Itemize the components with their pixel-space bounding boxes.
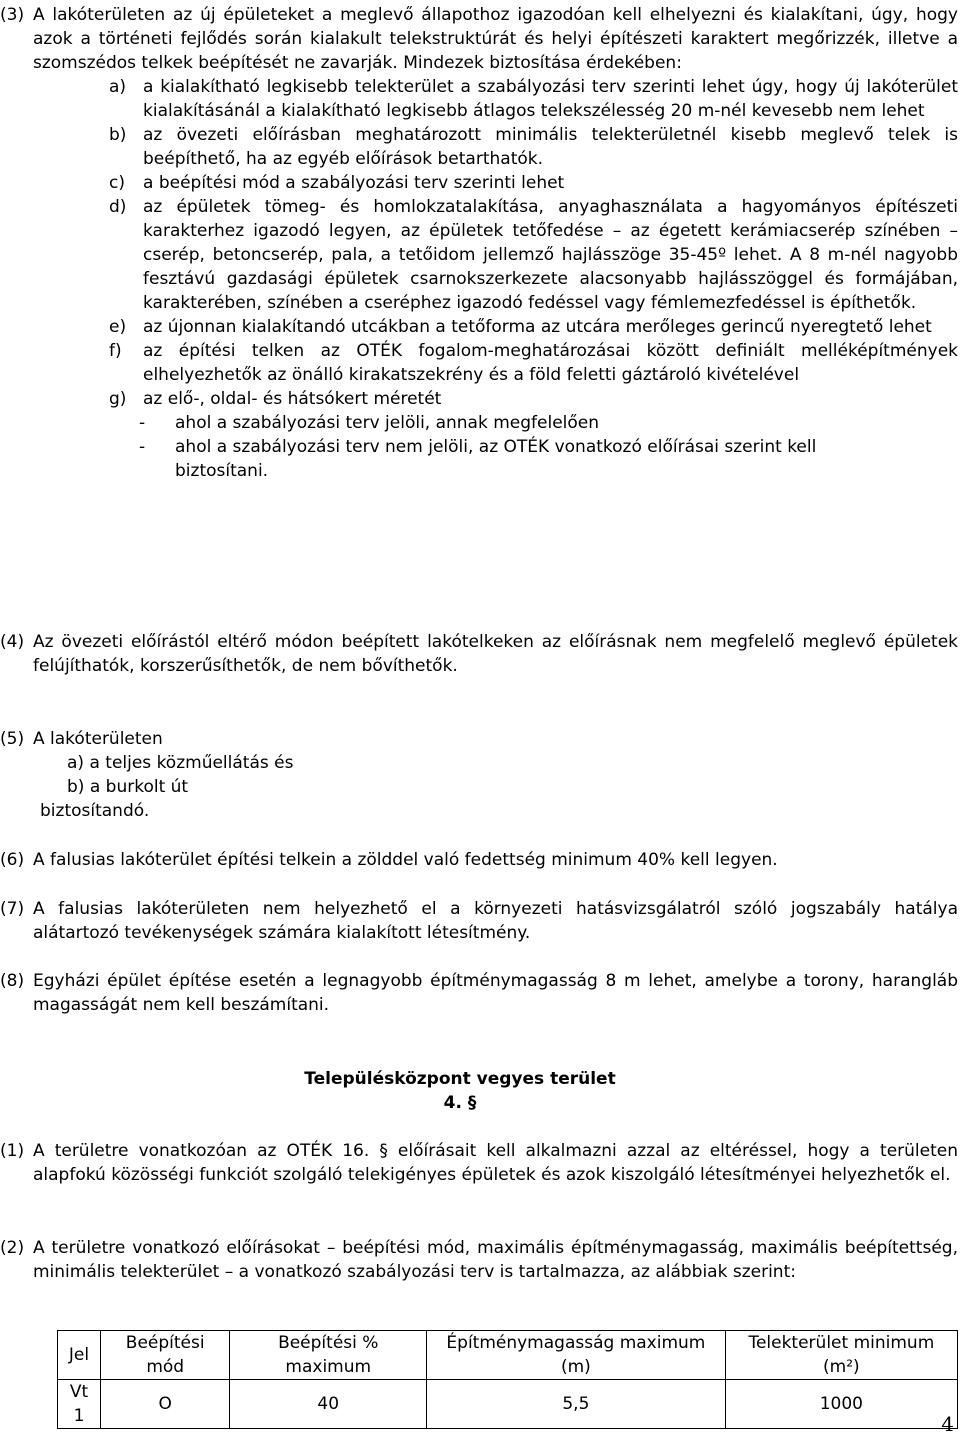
list-text: az újonnan kialakítandó utcákban a tetőforma az utcára merőleges gerincű nyeregtető lehet [143,317,932,337]
list-item [0,339,958,387]
table-header-cell: Beépítési % maximum [230,1331,427,1380]
table-row [58,1380,958,1429]
dash-mark: - [139,413,146,433]
section-title: Településközpont vegyes terület [304,1069,616,1089]
paragraph-number: (6) [0,850,25,870]
list-item [0,171,958,195]
table-cell: Vt 1 [58,1380,101,1429]
list-label: f) [109,341,122,361]
list-text: az építési telken az OTÉK fogalom-meghatározásai között definiált melléképítmények elhelyezhetők az önálló kirakatszekrény és a föld feletti gáztároló kivételével [143,341,958,385]
paragraph-5 [0,727,958,823]
list-item: b) a burkolt út [67,777,189,797]
paragraph-number: (7) [0,899,25,919]
list-label: c) [109,173,125,193]
table-cell: 1000 [725,1380,957,1429]
list-item [0,195,958,315]
list-label: d) [109,197,127,217]
dash-mark: - [139,437,146,457]
paragraph-number: (8) [0,971,25,991]
paragraph-3 [0,3,958,483]
list-label: g) [109,389,127,409]
dash-text: ahol a szabályozási terv jelöli, annak megfelelően [175,413,600,433]
section-paragraph-2 [0,1236,958,1284]
section-paragraph-1 [0,1139,958,1187]
list-label: b) [109,125,127,145]
paragraph-number: (5) [0,729,25,749]
list-item [0,123,958,171]
paragraph-8 [0,969,958,1017]
paragraph-number: (2) [0,1238,25,1258]
paragraph-7 [0,897,958,945]
list-item [0,315,958,339]
paragraph-text: Egyházi épület építése esetén a legnagyobb építménymagasság 8 m lehet, amelybe a torony, harangláb magasságát nem kell beszámítani. [33,971,958,1015]
paragraph-text: A falusias lakóterület építési telkein a zölddel való fedettség minimum 40% kell legyen. [33,850,778,870]
regulation-table [57,1330,958,1429]
list-item [0,75,958,123]
dash-item [0,411,958,435]
paragraph-number: (1) [0,1141,25,1161]
list-text: az épületek tömeg- és homlokzatalakítása, anyaghasználata a hagyományos építészeti karakterhez igazodó legyen, az épületek tetőfedése – az égetett kerámiacserép színében – cserép, betoncserép, pala, a tetőidom jellemző hajlásszöge 35-45º lehet. A 8 m-nél nagyobb fesztávú gazdasági épületek csarnokszerkezete alacsonyabb hajlásszöggel és formájában, karakterében, színében a cseréphez igazodó fedéssel vagy fémlemezfedéssel is építhetők. [143,197,958,313]
list-label: e) [109,317,127,337]
table-header-cell: Építménymagasság maximum (m) [427,1331,726,1380]
paragraph-outro: biztosítandó. [40,801,150,821]
list-item [0,387,958,411]
dash-item [0,435,958,483]
list-label: a) [109,77,127,97]
list-text: az elő-, oldal- és hátsókert méretét [143,389,442,409]
table-header-row [58,1331,958,1380]
dash-text: ahol a szabályozási terv nem jelöli, az OTÉK vonatkozó előírásai szerint kell biztosítani. [175,437,817,481]
table-cell: 40 [230,1380,427,1429]
paragraph-number: (4) [0,632,25,652]
paragraph-number: (3) [0,5,25,25]
table-cell: 5,5 [427,1380,726,1429]
list-text: a kialakítható legkisebb telekterület a szabályozási terv szerinti lehet úgy, hogy új lakóterület kialakításánál a kialakítható legkisebb átlagos telekszélesség 20 m-nél kevesebb nem lehet [143,77,958,121]
paragraph-text: A lakóterületen az új épületeket a meglevő állapothoz igazodóan kell elhelyezni és kialakítani, úgy, hogy azok a történeti fejlődés során kialakult telekstruktúrát és helyi építészeti karaktert megőrizzék, illetve a szomszédos telkek beépítését ne zavarják. Mindezek biztosítása érdekében: [33,5,958,73]
table-header-cell: Beépítési mód [101,1331,230,1380]
paragraph-text: Az övezeti előírástól eltérő módon beépített lakótelkeken az előírásnak nem megfelelő meglevő épületek felújíthatók, korszerűsíthetők, de nem bővíthetők. [33,632,958,676]
paragraph-text: A területre vonatkozóan az OTÉK 16. § előírásait kell alkalmazni azzal az eltéréssel, hogy a területen alapfokú közösségi funkciót szolgáló telekigényes épületek és azok kiszolgáló létesítményei helyezhetők el. [33,1141,958,1185]
list-text: a beépítési mód a szabályozási terv szerinti lehet [143,173,565,193]
table-cell: O [101,1380,230,1429]
table-header-cell: Telekterület minimum (m²) [725,1331,957,1380]
paragraph-text: A területre vonatkozó előírásokat – beépítési mód, maximális építménymagasság, maximális beépítettség, minimális telekterület – a vonatkozó szabályozási terv is tartalmazza, az alábbiak szerint: [33,1238,958,1282]
section-number: 4. § [443,1093,477,1113]
paragraph-text: A lakóterületen [33,729,163,749]
page-number: 4 [941,1412,954,1436]
list-text: az övezeti előírásban meghatározott minimális telekterületnél kisebb meglevő telek is beépíthető, ha az egyéb előírások betarthatók. [143,125,958,169]
list-item: a) a teljes közműellátás és [67,753,294,773]
table-header-cell: Jel [58,1331,101,1380]
paragraph-6 [0,848,958,872]
paragraph-text: A falusias lakóterületen nem helyezhető el a környezeti hatásvizsgálatról szóló jogszabály hatálya alátartozó tevékenységek számára kialakított létesítmény. [33,899,958,943]
paragraph-4 [0,630,958,678]
